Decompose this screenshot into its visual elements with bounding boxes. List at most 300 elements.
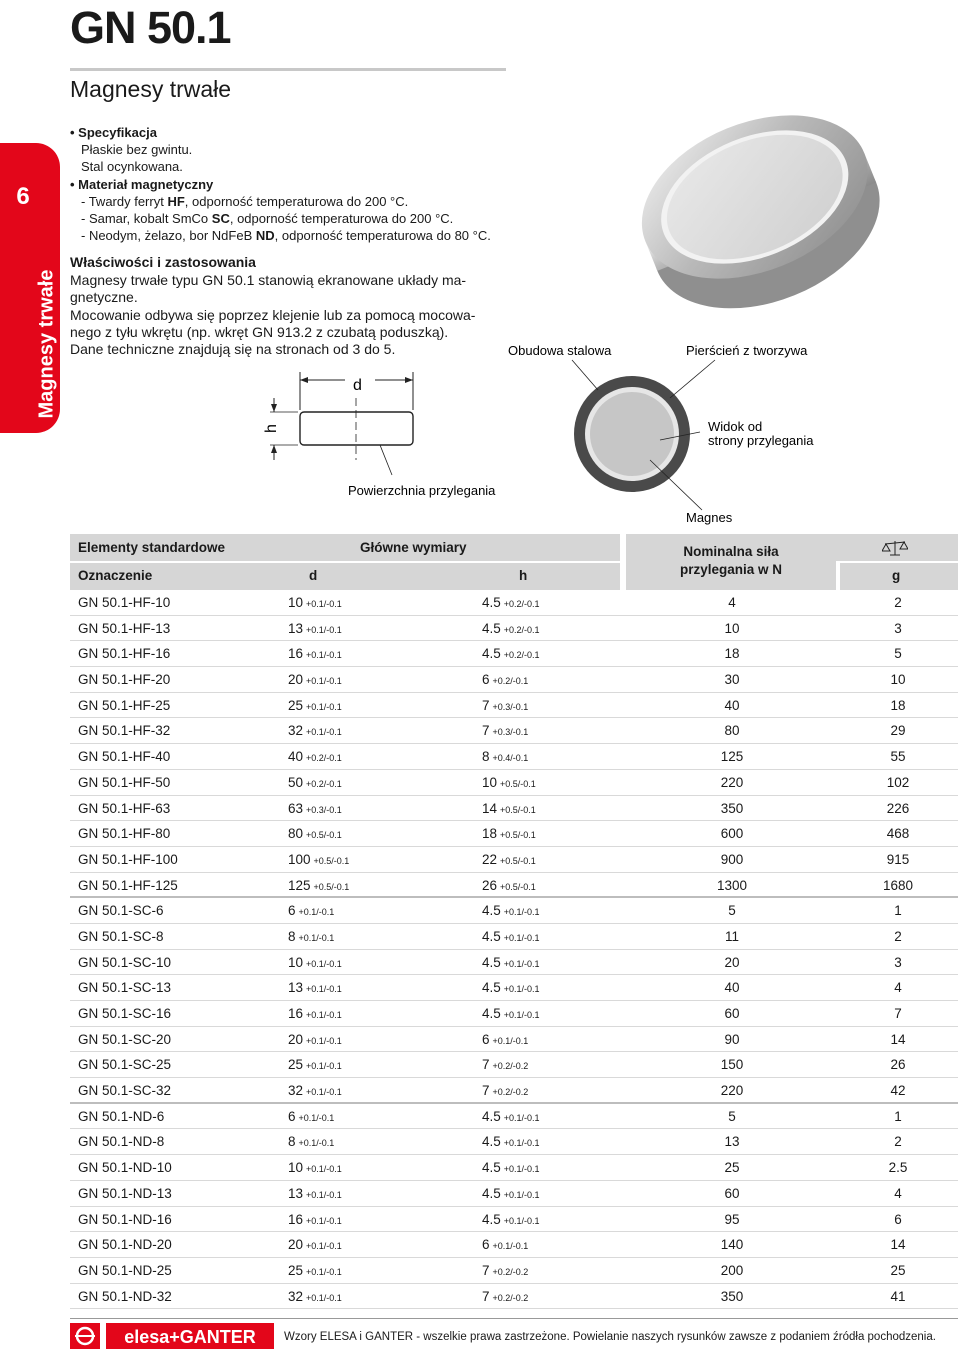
cell-h-value: 6	[482, 1237, 490, 1253]
material-line: - Twardy ferryt HF, odporność temperaturowa do 200 °C.	[81, 193, 409, 209]
cell-d	[288, 1212, 342, 1227]
table-row	[70, 1104, 958, 1130]
cell-h-tolerance: +0.5/-0.1	[500, 855, 536, 866]
section-label: Magnesy trwałe	[35, 269, 58, 419]
cell-designation: GN 50.1-HF-13	[78, 620, 171, 636]
cell-weight: 1	[894, 903, 902, 919]
specification-block	[70, 124, 510, 244]
cell-d-tolerance: +0.1/-0.1	[306, 1215, 342, 1226]
cell-h-value: 4.5	[482, 1211, 501, 1227]
cell-h-tolerance: +0.4/-0.1	[492, 753, 529, 764]
cell-d-tolerance: +0.1/-0.1	[298, 1112, 335, 1123]
table-row	[70, 1232, 958, 1258]
cell-d-tolerance: +0.1/-0.1	[298, 907, 335, 918]
cell-weight: 1	[894, 1108, 902, 1124]
table-row	[70, 641, 958, 667]
cell-h-tolerance: +0.1/-0.1	[503, 907, 540, 918]
cell-d	[288, 903, 334, 918]
cell-d	[288, 1160, 342, 1175]
material-heading: • Materiał magnetyczny	[70, 176, 214, 192]
table-row	[70, 1027, 958, 1053]
cell-h-value: 4.5	[482, 928, 501, 944]
cell-h	[482, 698, 528, 713]
cell-d	[288, 1134, 334, 1149]
cell-d	[288, 775, 342, 790]
cell-d	[288, 1032, 342, 1047]
cell-h	[482, 929, 540, 944]
cell-weight: 468	[886, 826, 910, 842]
magnet-label: Magnes	[686, 510, 733, 525]
table-row	[70, 950, 958, 976]
cell-force: 18	[724, 646, 740, 662]
cell-h-value: 4.5	[482, 954, 501, 970]
cell-h-value: 26	[482, 877, 498, 893]
cell-h	[482, 980, 540, 995]
table-row	[70, 770, 958, 796]
header-standard-elements: Elementy standardowe	[78, 540, 226, 555]
cell-d-tolerance: +0.1/-0.1	[306, 1164, 342, 1175]
properties-line: Magnesy trwałe typu GN 50.1 stanowią ekranowane układy ma-	[70, 272, 467, 288]
magnet-photo	[630, 100, 890, 330]
cell-designation: GN 50.1-HF-100	[78, 851, 178, 867]
table-row	[70, 667, 958, 693]
cell-weight: 226	[886, 800, 910, 816]
housing-label: Obudowa stalowa	[508, 343, 612, 358]
cell-h-value: 18	[482, 826, 498, 842]
properties-line: gnetyczne.	[70, 289, 138, 306]
cell-force: 1300	[716, 877, 748, 893]
cell-h	[482, 646, 540, 661]
cell-d-value: 8	[288, 1134, 296, 1150]
cell-weight: 41	[890, 1288, 906, 1304]
cell-force: 220	[720, 774, 744, 790]
cell-d-value: 20	[288, 672, 304, 688]
cell-d-value: 20	[288, 1237, 304, 1253]
table-row	[70, 1207, 958, 1233]
material-line: - Neodym, żelazo, bor NdFeB ND, odporność temperaturowa do 80 °C.	[81, 228, 491, 244]
cell-d	[288, 826, 342, 841]
view-label-line-2: strony przylegania	[708, 433, 814, 448]
cell-h	[482, 1083, 528, 1098]
cell-d	[288, 646, 342, 661]
cell-weight: 1680	[882, 877, 914, 893]
specification-heading: • Specyfikacja	[70, 125, 157, 140]
cell-designation: GN 50.1-HF-125	[78, 877, 178, 893]
table-row	[70, 1129, 958, 1155]
cell-d-tolerance: +0.3/-0.1	[306, 804, 342, 815]
header-force-line-2: przylegania w N	[679, 562, 783, 577]
cell-d-tolerance: +0.5/-0.1	[306, 830, 342, 841]
cell-weight: 25	[890, 1262, 906, 1278]
cell-h-value: 7	[482, 1262, 490, 1278]
cell-d-value: 6	[288, 903, 296, 919]
cell-h-tolerance: +0.1/-0.1	[492, 1241, 529, 1252]
cell-weight: 4	[894, 980, 902, 996]
cell-d	[288, 929, 334, 944]
cell-h	[482, 1263, 528, 1278]
side-view	[270, 372, 413, 475]
cell-h-value: 7	[482, 697, 490, 713]
cell-h	[482, 775, 536, 790]
cell-h-tolerance: +0.1/-0.1	[503, 932, 540, 943]
cell-h-value: 4.5	[482, 903, 501, 919]
cell-force: 25	[724, 1160, 740, 1176]
cell-h	[482, 1160, 540, 1175]
copyright-text: Wzory ELESA i GANTER - wszelkie prawa zastrzeżone. Powielanie naszych rysunków zawsze z podaniem źródła pochodzenia.	[284, 1331, 936, 1343]
cell-h-value: 10	[482, 774, 498, 790]
cell-designation: GN 50.1-SC-8	[78, 928, 164, 944]
cell-h-tolerance: +0.5/-0.1	[500, 778, 536, 789]
cell-designation: GN 50.1-ND-13	[78, 1185, 172, 1201]
cell-h-tolerance: +0.5/-0.1	[500, 830, 536, 841]
table-row	[70, 821, 958, 847]
cell-d-value: 13	[288, 1185, 304, 1201]
cell-d-tolerance: +0.1/-0.1	[306, 958, 342, 969]
cell-d-value: 25	[288, 1057, 304, 1073]
dim-d-label: d	[353, 377, 362, 394]
cell-d-value: 13	[288, 980, 304, 996]
cell-h-value: 4.5	[482, 1134, 501, 1150]
cell-d-tolerance: +0.5/-0.1	[313, 855, 350, 866]
cell-d	[288, 698, 342, 713]
cell-d-value: 25	[288, 1262, 304, 1278]
cell-d-tolerance: +0.1/-0.1	[306, 624, 342, 635]
table-row	[70, 1052, 958, 1078]
cell-d-value: 32	[288, 723, 304, 739]
cell-h-tolerance: +0.1/-0.1	[503, 1189, 540, 1200]
table-row	[70, 898, 958, 924]
cell-h	[482, 1057, 528, 1072]
cell-d-value: 32	[288, 1288, 304, 1304]
cell-h-tolerance: +0.1/-0.1	[503, 1112, 540, 1123]
cell-force: 350	[720, 1288, 744, 1304]
cell-force: 220	[720, 1083, 744, 1099]
cell-d	[288, 621, 342, 636]
cell-designation: GN 50.1-HF-50	[78, 774, 171, 790]
cell-h	[482, 801, 536, 816]
footer-divider	[70, 1318, 958, 1319]
cell-d-tolerance: +0.1/-0.1	[306, 1061, 342, 1072]
cell-d-tolerance: +0.1/-0.1	[306, 1189, 342, 1200]
cell-h-value: 4.5	[482, 1108, 501, 1124]
cell-designation: GN 50.1-HF-10	[78, 595, 171, 610]
cell-weight: 26	[890, 1057, 906, 1073]
cell-d-value: 40	[288, 749, 304, 765]
cell-d	[288, 595, 342, 610]
table-row	[70, 1155, 958, 1181]
cell-d-tolerance: +0.1/-0.1	[306, 1292, 342, 1303]
cell-weight: 18	[890, 697, 906, 713]
cell-h	[482, 723, 528, 738]
cell-h	[482, 1289, 528, 1304]
technical-drawing	[250, 340, 850, 530]
cell-force: 200	[720, 1262, 744, 1278]
cell-h	[482, 903, 540, 918]
cell-designation: GN 50.1-ND-16	[78, 1211, 172, 1227]
cell-designation: GN 50.1-ND-32	[78, 1288, 172, 1304]
table-row	[70, 744, 958, 770]
cell-weight: 14	[890, 1237, 906, 1253]
cell-h-value: 22	[482, 851, 498, 867]
cell-weight: 7	[894, 1006, 902, 1021]
header-col-h: h	[519, 568, 528, 583]
cell-d-value: 32	[288, 1083, 304, 1099]
table-row	[70, 1001, 958, 1027]
cell-h-tolerance: +0.1/-0.1	[503, 1164, 540, 1175]
cell-h-tolerance: +0.2/-0.2	[492, 1087, 529, 1098]
cell-designation: GN 50.1-SC-32	[78, 1083, 172, 1099]
cell-h-tolerance: +0.2/-0.1	[492, 676, 529, 687]
cell-d-value: 10	[288, 1160, 304, 1176]
cell-d-value: 16	[288, 1006, 304, 1021]
cell-h-tolerance: +0.2/-0.2	[492, 1292, 529, 1303]
cell-d	[288, 723, 342, 738]
cell-weight: 2	[894, 595, 902, 610]
cell-weight: 6	[894, 1211, 902, 1227]
cell-weight: 29	[890, 723, 906, 739]
table-row	[70, 1284, 958, 1310]
cell-designation: GN 50.1-ND-10	[78, 1160, 172, 1176]
cell-designation: GN 50.1-HF-80	[78, 826, 171, 842]
cell-d	[288, 852, 349, 867]
cell-h-value: 4.5	[482, 1160, 501, 1176]
cell-h	[482, 826, 536, 841]
cell-h-tolerance: +0.1/-0.1	[492, 1035, 529, 1046]
cell-weight: 2	[894, 1134, 902, 1150]
cell-h-tolerance: +0.3/-0.1	[492, 727, 529, 738]
table-row	[70, 693, 958, 719]
table-header	[70, 534, 958, 590]
table-row	[70, 616, 958, 642]
table-row	[70, 975, 958, 1001]
cell-d	[288, 878, 349, 893]
cell-d-value: 13	[288, 620, 304, 636]
cell-d-tolerance: +0.1/-0.1	[298, 932, 335, 943]
cell-designation: GN 50.1-HF-63	[78, 800, 171, 816]
table-row	[70, 1181, 958, 1207]
cell-h	[482, 852, 536, 867]
cell-h-value: 4.5	[482, 646, 501, 662]
cell-designation: GN 50.1-HF-32	[78, 723, 171, 739]
table-row	[70, 796, 958, 822]
cell-weight: 3	[894, 620, 902, 636]
cell-force: 80	[724, 723, 740, 739]
cell-d-tolerance: +0.1/-0.1	[306, 1241, 342, 1252]
cell-force: 13	[724, 1134, 740, 1150]
cell-h-value: 4.5	[482, 620, 501, 636]
cell-d-value: 20	[288, 1031, 304, 1047]
cell-h-tolerance: +0.1/-0.1	[503, 1215, 540, 1226]
dim-h-label: h	[263, 424, 280, 433]
cell-h-tolerance: +0.1/-0.1	[503, 958, 540, 969]
cell-h-tolerance: +0.1/-0.1	[503, 1138, 540, 1149]
cell-d	[288, 980, 342, 995]
scale-icon	[882, 539, 908, 557]
table-row	[70, 873, 958, 899]
cell-h	[482, 1212, 540, 1227]
cell-d-value: 25	[288, 697, 304, 713]
header-col-d: d	[309, 568, 318, 583]
cell-h-tolerance: +0.1/-0.1	[503, 984, 540, 995]
cell-h	[482, 621, 540, 636]
cell-h-tolerance: +0.2/-0.2	[492, 1266, 529, 1277]
table-body	[70, 590, 958, 1309]
cell-weight: 14	[890, 1031, 906, 1047]
cell-d-value: 16	[288, 646, 304, 662]
cell-force: 95	[724, 1211, 740, 1227]
page-subtitle: Magnesy trwałe	[70, 76, 232, 102]
cell-force: 600	[720, 826, 744, 842]
cell-force: 900	[720, 851, 744, 867]
cell-weight: 2.5	[888, 1160, 908, 1176]
cell-d-tolerance: +0.1/-0.1	[306, 727, 342, 738]
cell-force: 5	[728, 903, 736, 919]
cell-designation: GN 50.1-SC-25	[78, 1057, 172, 1073]
cell-h-value: 7	[482, 723, 490, 739]
cell-h-value: 7	[482, 1288, 490, 1304]
brand-logo	[70, 1321, 274, 1351]
cell-h-value: 4.5	[482, 595, 501, 610]
cell-h-value: 7	[482, 1057, 490, 1073]
properties-line: nego z tyłu wkrętu (np. wkręt GN 913.2 z czubatą poduszką).	[70, 323, 449, 340]
table-row	[70, 590, 958, 616]
cell-d	[288, 1263, 342, 1278]
cell-d-value: 100	[288, 851, 311, 867]
cell-h	[482, 1237, 528, 1252]
cell-d-tolerance: +0.1/-0.1	[306, 1266, 342, 1277]
cell-designation: GN 50.1-HF-16	[78, 646, 171, 662]
cell-designation: GN 50.1-ND-25	[78, 1262, 172, 1278]
cell-d-tolerance: +0.1/-0.1	[306, 701, 342, 712]
cell-d	[288, 801, 342, 816]
properties-line: Dane techniczne znajdują się na stronach od 3 do 5.	[70, 341, 396, 358]
cell-h-tolerance: +0.2/-0.2	[492, 1061, 529, 1072]
cell-d-tolerance: +0.5/-0.1	[313, 881, 350, 892]
cell-h-value: 4.5	[482, 1006, 501, 1021]
page-title: GN 50.1	[70, 2, 231, 53]
cell-weight: 4	[894, 1185, 902, 1201]
cell-d	[288, 1083, 342, 1098]
cell-d-tolerance: +0.2/-0.1	[306, 778, 342, 789]
cell-h-tolerance: +0.1/-0.1	[503, 1010, 540, 1020]
cell-d-value: 50	[288, 774, 304, 790]
cell-force: 40	[724, 980, 740, 996]
cell-force: 10	[724, 620, 740, 636]
title-divider	[70, 68, 506, 71]
cell-d-tolerance: +0.1/-0.1	[306, 1010, 342, 1020]
header-force-line-1: Nominalna siła	[683, 544, 779, 559]
cell-h	[482, 1006, 540, 1021]
spec-line: Płaskie bez gwintu.	[81, 142, 193, 158]
cell-force: 30	[724, 672, 740, 688]
header-band	[70, 563, 620, 590]
cell-h-value: 6	[482, 1031, 490, 1047]
cell-d	[288, 1289, 342, 1304]
cell-h-value: 14	[482, 800, 498, 816]
cell-force: 125	[720, 749, 744, 765]
cell-d-value: 10	[288, 954, 304, 970]
row-separator	[70, 1308, 958, 1309]
cell-d-tolerance: +0.1/-0.1	[306, 984, 342, 995]
cell-d	[288, 1186, 342, 1201]
cell-h	[482, 1134, 540, 1149]
table-row	[70, 847, 958, 873]
cell-force: 5	[728, 1108, 736, 1124]
cell-force: 4	[728, 595, 736, 610]
table-row	[70, 1078, 958, 1104]
cell-weight: 2	[894, 928, 902, 944]
cell-d-value: 10	[288, 595, 304, 610]
logo-text: elesa+GANTER	[124, 1327, 256, 1347]
cell-h-value: 6	[482, 672, 490, 688]
cell-d	[288, 1237, 342, 1252]
cell-h-value: 8	[482, 749, 490, 765]
table-row	[70, 924, 958, 950]
cell-force: 60	[724, 1006, 740, 1021]
cell-h	[482, 1032, 528, 1047]
cell-d	[288, 672, 342, 687]
cell-d-tolerance: +0.1/-0.1	[306, 599, 342, 609]
header-designation: Oznaczenie	[78, 568, 153, 583]
cell-weight: 102	[886, 774, 910, 790]
cell-h-tolerance: +0.2/-0.1	[503, 599, 540, 609]
front-view	[572, 360, 715, 510]
cell-weight: 42	[890, 1083, 906, 1099]
cell-force: 11	[724, 928, 739, 944]
cell-designation: GN 50.1-SC-13	[78, 980, 172, 996]
cell-force: 140	[720, 1237, 744, 1253]
properties-heading: Właściwości i zastosowania	[70, 254, 256, 270]
cell-d-value: 125	[288, 877, 311, 893]
cell-designation: GN 50.1-ND-6	[78, 1108, 165, 1124]
cell-weight: 915	[886, 851, 910, 867]
spec-line: Stal ocynkowana.	[81, 159, 183, 175]
cell-h-tolerance: +0.2/-0.1	[503, 650, 540, 661]
cell-d-value: 16	[288, 1211, 304, 1227]
cell-force: 60	[724, 1185, 740, 1201]
material-line: - Samar, kobalt SmCo SC, odporność temperaturowa do 200 °C.	[81, 211, 454, 227]
cell-weight: 5	[894, 646, 902, 662]
cell-designation: GN 50.1-SC-6	[78, 903, 164, 919]
cell-h	[482, 1186, 540, 1201]
cell-d-value: 63	[288, 800, 304, 816]
cell-h	[482, 749, 528, 764]
cell-force: 350	[720, 800, 744, 816]
header-main-dims: Główne wymiary	[360, 540, 467, 555]
cell-designation: GN 50.1-HF-25	[78, 697, 171, 713]
cell-d-value: 6	[288, 1108, 296, 1124]
cell-d	[288, 1006, 342, 1021]
table-row	[70, 718, 958, 744]
cell-d	[288, 955, 342, 970]
cell-designation: GN 50.1-SC-20	[78, 1031, 172, 1047]
cell-d	[288, 749, 342, 764]
cell-force: 90	[724, 1031, 740, 1047]
cell-d-tolerance: +0.2/-0.1	[306, 753, 342, 764]
cell-designation: GN 50.1-ND-8	[78, 1134, 165, 1150]
cell-d-tolerance: +0.1/-0.1	[306, 650, 342, 661]
properties-line: Mocowanie odbywa się poprzez klejenie lub za pomocą mocowa-	[70, 306, 476, 323]
cell-h-tolerance: +0.5/-0.1	[500, 804, 536, 815]
cell-d-tolerance: +0.1/-0.1	[306, 1087, 342, 1098]
cell-designation: GN 50.1-SC-10	[78, 954, 172, 970]
cell-h	[482, 1109, 540, 1124]
header-col-g: g	[892, 568, 901, 583]
cell-designation: GN 50.1-SC-16	[78, 1006, 172, 1021]
view-label-line-1: Widok od	[708, 419, 763, 434]
cell-weight: 10	[890, 672, 906, 688]
table-row	[70, 1258, 958, 1284]
